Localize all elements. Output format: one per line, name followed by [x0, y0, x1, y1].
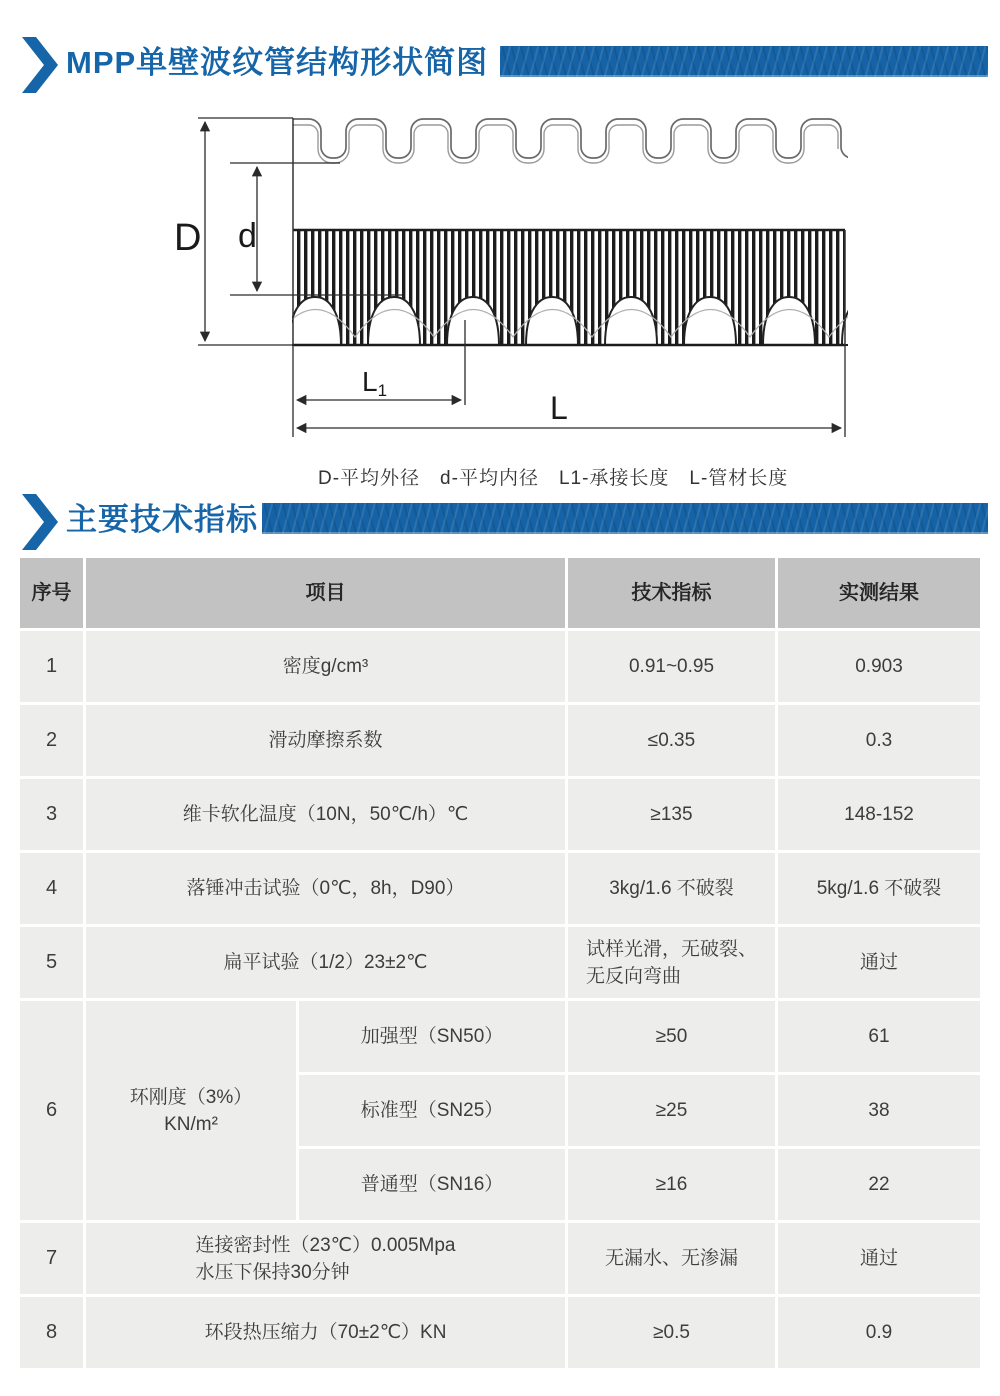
col-header-no: 序号 [20, 558, 83, 628]
section1-title: MPP单壁波纹管结构形状简图 [66, 45, 489, 80]
row-no: 6 [20, 1001, 83, 1220]
row-spec: 0.91~0.95 [568, 631, 775, 702]
row-item: 落锤冲击试验（0℃，8h，D90） [86, 853, 565, 924]
section2-title: 主要技术指标 [66, 502, 258, 537]
subrow-result: 38 [778, 1075, 980, 1146]
row-no: 1 [20, 631, 83, 702]
row-no: 7 [20, 1223, 83, 1294]
row-result: 0.9 [778, 1297, 980, 1368]
subrow-item: 普通型（SN16） [299, 1149, 565, 1220]
col-header-spec: 技术指标 [568, 558, 775, 628]
row-spec: ≥135 [568, 779, 775, 850]
row-result: 通过 [778, 927, 980, 998]
sub-row [299, 1001, 980, 1072]
row-result: 148-152 [778, 779, 980, 850]
dim-label-inner-diameter: d [238, 217, 257, 255]
row-no: 4 [20, 853, 83, 924]
subrow-result: 22 [778, 1149, 980, 1220]
table-row [20, 1223, 980, 1294]
section2-decor-bar [262, 503, 988, 534]
dim-label-pipe-length: L [550, 390, 568, 426]
row-no: 8 [20, 1297, 83, 1368]
dim-label-socket-length: L1 [362, 366, 388, 400]
row-item: 滑动摩擦系数 [86, 705, 565, 776]
row-spec: ≥0.5 [568, 1297, 775, 1368]
table-row [20, 853, 980, 924]
dim-label-outer-diameter: D [174, 217, 202, 259]
chevron-right-icon [22, 37, 58, 93]
row-item [86, 1223, 565, 1294]
col-header-item: 项目 [86, 558, 565, 628]
row-spec-line1: 试样光滑，无破裂、 [585, 938, 757, 960]
sub-row [299, 1149, 980, 1220]
row-spec: 无漏水、无渗漏 [568, 1223, 775, 1294]
row-item: 密度g/cm³ [86, 631, 565, 702]
table-row [20, 779, 980, 850]
col-header-result: 实测结果 [778, 558, 980, 628]
diagram-caption: D-平均外径 d-平均内径 L1-承接长度 L-管材长度 [318, 468, 789, 489]
subrow-item: 加强型（SN50） [299, 1001, 565, 1072]
subrow-spec: ≥16 [568, 1149, 775, 1220]
row-item: 环段热压缩力（70±2℃）KN [86, 1297, 565, 1368]
table-header-row [20, 558, 980, 628]
row-item: 扁平试验（1/2）23±2℃ [86, 927, 565, 998]
table-row [20, 705, 980, 776]
row-spec [568, 927, 775, 998]
row-result: 0.3 [778, 705, 980, 776]
row-item-line1: 环刚度（3%） [129, 1086, 253, 1108]
row-spec-line2: 无反向弯曲 [585, 965, 681, 987]
table-row [20, 927, 980, 998]
chevron-right-icon [22, 494, 58, 550]
row-result: 0.903 [778, 631, 980, 702]
subrow-spec: ≥25 [568, 1075, 775, 1146]
row-result: 5kg/1.6 不破裂 [778, 853, 980, 924]
row-item-line1: 连接密封性（23℃）0.005Mpa [195, 1234, 456, 1256]
table-row [20, 1297, 980, 1368]
row-result: 通过 [778, 1223, 980, 1294]
row-no: 3 [20, 779, 83, 850]
table-row [20, 631, 980, 702]
pipe-cross-section [276, 118, 870, 345]
section1-decor-bar [500, 46, 988, 77]
row-item-line2: KN/m² [164, 1113, 218, 1135]
row-item: 维卡软化温度（10N，50℃/h）℃ [86, 779, 565, 850]
row-spec: ≤0.35 [568, 705, 775, 776]
sub-rows [299, 1001, 980, 1220]
row-no: 5 [20, 927, 83, 998]
subrow-spec: ≥50 [568, 1001, 775, 1072]
row-spec: 3kg/1.6 不破裂 [568, 853, 775, 924]
row-item-line2: 水压下保持30分钟 [195, 1261, 350, 1283]
pipe-structure-diagram [150, 105, 870, 480]
table-row-ring-stiffness [20, 1001, 980, 1220]
spec-table [20, 558, 980, 1368]
subrow-item: 标准型（SN25） [299, 1075, 565, 1146]
subrow-result: 61 [778, 1001, 980, 1072]
row-no: 2 [20, 705, 83, 776]
row-item-group [86, 1001, 296, 1220]
sub-row [299, 1075, 980, 1146]
